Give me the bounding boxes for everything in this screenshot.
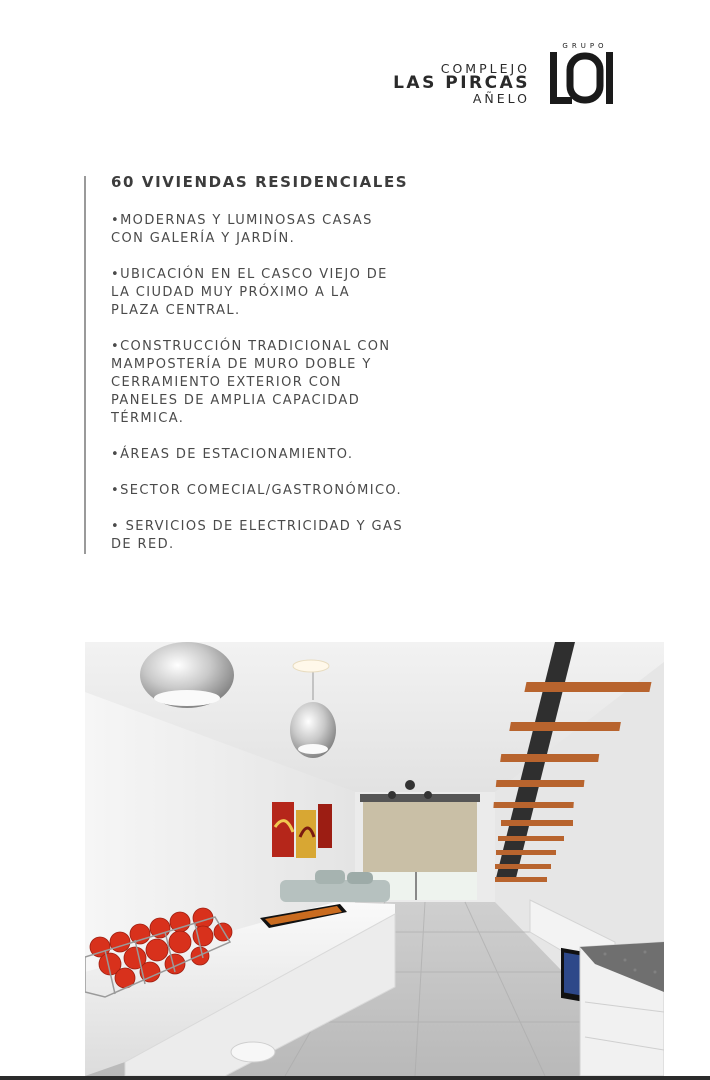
feature-item: •MODERNAS Y LUMINOSAS CASAS CON GALERÍA Y JARDÍN. bbox=[111, 213, 373, 246]
feature-item: •UBICACIÓN EN EL CASCO VIEJO DE LA CIUDAD MUY PRÓXIMO A LA PLAZA CENTRAL. bbox=[111, 267, 388, 318]
interior-rendering bbox=[85, 642, 664, 1076]
project-name bbox=[360, 62, 530, 106]
project-name-line2: LAS PIRCAS bbox=[393, 73, 530, 93]
interior-illustration bbox=[85, 642, 664, 1076]
feature-item: • SERVICIOS DE ELECTRICIDAD Y GAS DE RED. bbox=[111, 519, 403, 552]
logo-group-label: GRUPO bbox=[562, 42, 608, 50]
feature-item: •ÁREAS DE ESTACIONAMIENTO. bbox=[111, 447, 354, 462]
loi-logo-icon bbox=[548, 52, 622, 108]
project-name-line3: AÑELO bbox=[472, 91, 530, 106]
features-section bbox=[111, 172, 451, 572]
feature-item: •SECTOR COMECIAL/GASTRONÓMICO. bbox=[111, 483, 403, 498]
bottom-border bbox=[0, 1076, 710, 1080]
features-heading: 60 VIVIENDAS RESIDENCIALES bbox=[111, 173, 409, 191]
feature-item: •CONSTRUCCIÓN TRADICIONAL CON MAMPOSTERÍA DE MURO DOBLE Y CERRAMIENTO EXTERIOR CON PANELES DE AMPLIA CAPACIDAD TÉRMICA. bbox=[111, 339, 391, 426]
accent-bar bbox=[84, 176, 86, 554]
project-name-line1: COMPLEJO bbox=[440, 61, 530, 76]
grupo-loi-logo bbox=[548, 42, 622, 108]
